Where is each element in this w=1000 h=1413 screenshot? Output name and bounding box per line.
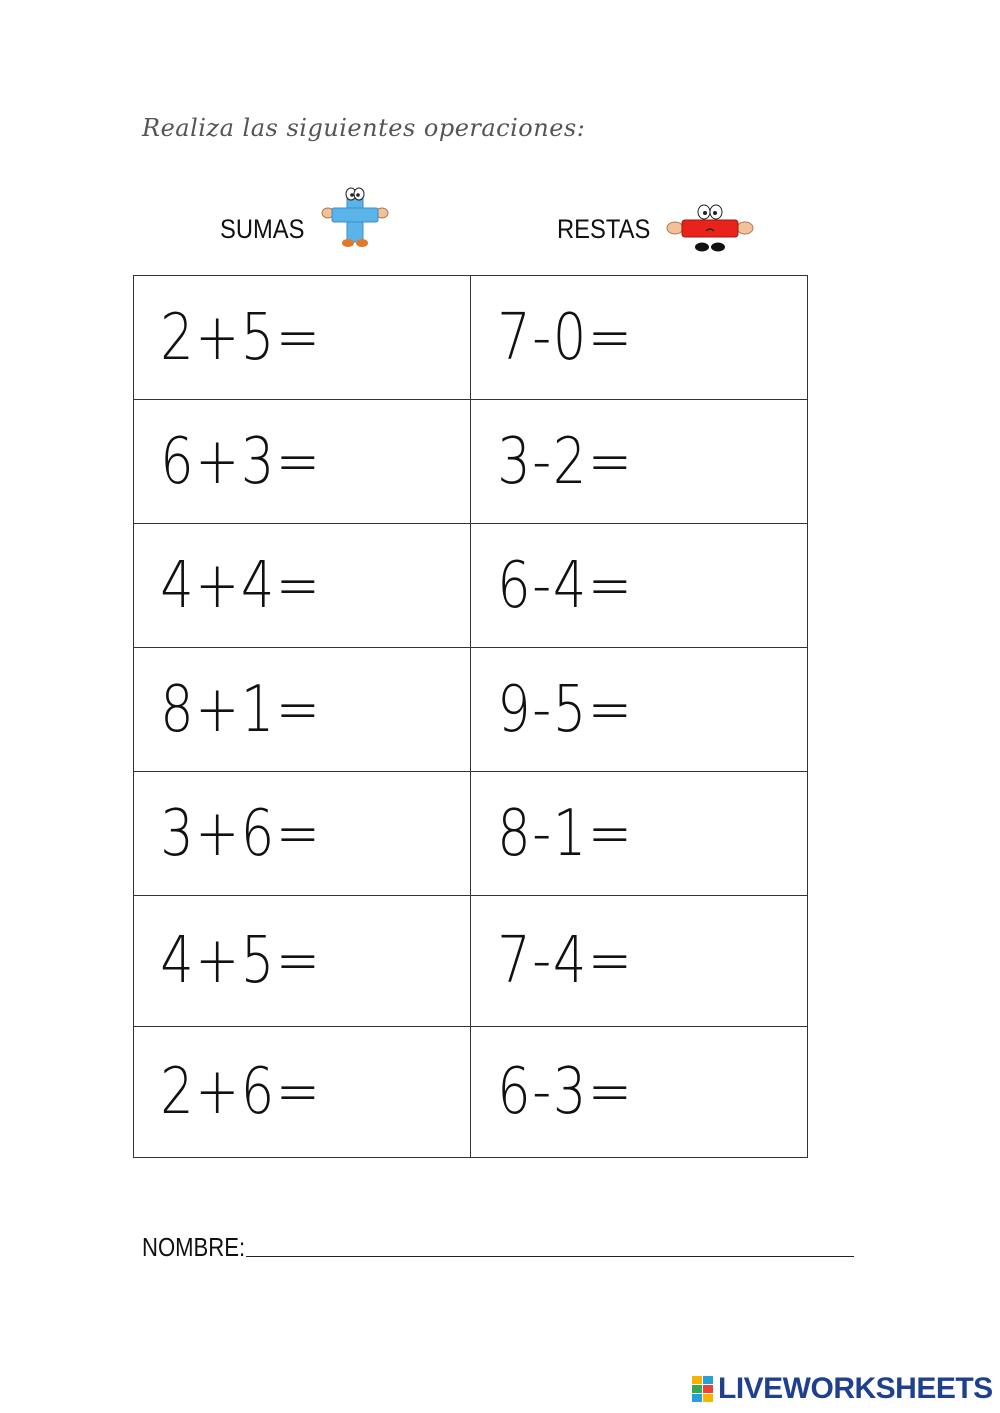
sum-expression: 4+4= <box>160 548 322 623</box>
brand-watermark <box>692 1372 993 1406</box>
sum-cell <box>134 276 471 400</box>
table-row <box>134 524 808 648</box>
plus-mascot-icon <box>320 186 390 248</box>
subtraction-expression: 9-5= <box>497 672 634 747</box>
sum-cell <box>134 648 471 772</box>
subtraction-cell <box>471 524 808 648</box>
table-row <box>134 896 808 1027</box>
sum-cell <box>134 524 471 648</box>
table-row <box>134 772 808 896</box>
sum-cell <box>134 400 471 524</box>
subtraction-expression: 7-4= <box>497 924 634 998</box>
instruction-text: Realiza las siguientes operaciones: <box>142 114 586 142</box>
table-row <box>134 1027 808 1158</box>
subtraction-cell <box>471 896 808 1027</box>
subtraction-expression: 6-3= <box>497 1055 634 1129</box>
sums-header: SUMAS <box>220 214 305 244</box>
subtraction-expression: 7-0= <box>497 300 634 375</box>
liveworksheets-logo-icon <box>692 1374 714 1404</box>
table-row <box>134 276 808 400</box>
operations-table <box>133 275 808 1158</box>
subtraction-expression: 3-2= <box>497 424 634 499</box>
table-row <box>134 400 808 524</box>
sum-expression: 2+5= <box>160 300 322 375</box>
brand-text: LIVEWORKSHEETS <box>718 1372 993 1405</box>
subtraction-cell <box>471 276 808 400</box>
minus-mascot-icon <box>666 200 754 254</box>
table-row <box>134 648 808 772</box>
subtraction-cell <box>471 400 808 524</box>
subtractions-header: RESTAS <box>557 214 651 244</box>
subtraction-expression: 6-4= <box>497 548 634 623</box>
sum-expression: 2+6= <box>160 1055 322 1129</box>
sum-cell <box>134 896 471 1027</box>
name-field-line[interactable] <box>246 1256 854 1257</box>
subtraction-cell <box>471 1027 808 1158</box>
name-label: NOMBRE: <box>142 1232 246 1262</box>
sum-expression: 4+5= <box>160 924 322 998</box>
sum-cell <box>134 772 471 896</box>
sum-expression: 3+6= <box>160 796 322 871</box>
sum-cell <box>134 1027 471 1158</box>
sum-expression: 8+1= <box>160 672 322 747</box>
subtraction-cell <box>471 772 808 896</box>
subtraction-cell <box>471 648 808 772</box>
sum-expression: 6+3= <box>160 424 322 499</box>
subtraction-expression: 8-1= <box>497 796 634 871</box>
